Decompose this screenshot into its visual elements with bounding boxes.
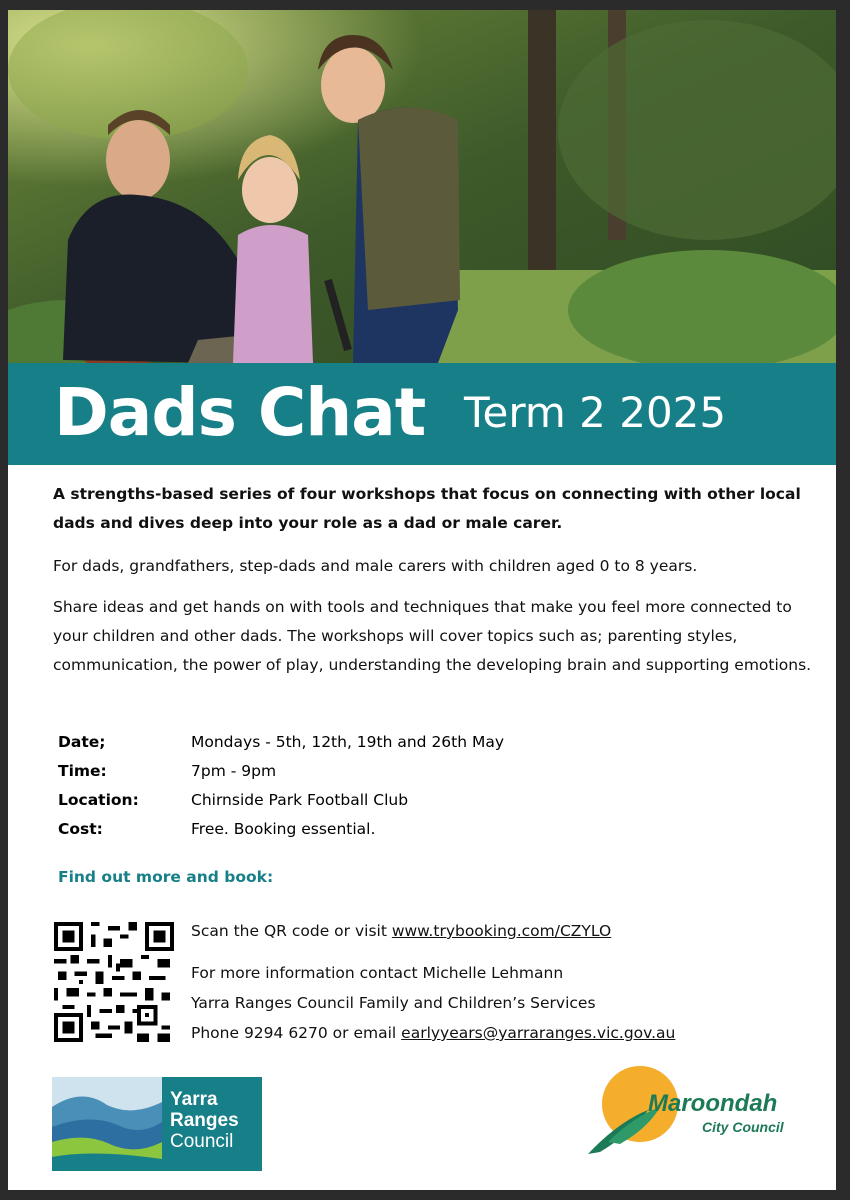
title-banner [8,363,836,465]
detail-row-location [58,786,758,815]
flyer-page [8,10,836,1190]
yarra-logo-line1: Yarra [170,1089,218,1110]
detail-value: 7pm - 9pm [191,762,277,780]
contact-person: For more information contact Michelle Lehmann [191,964,564,982]
detail-label: Cost: [58,820,103,838]
scan-line [191,916,675,946]
detail-row-time [58,757,758,786]
yarra-logo-line3: Council [170,1131,234,1152]
detail-label: Time: [58,762,107,780]
event-details [58,728,758,844]
detail-label: Date; [58,733,106,751]
yarra-logo-line2: Ranges [170,1110,239,1131]
detail-row-date [58,728,758,757]
yarra-ranges-landscape-icon [52,1077,162,1171]
phone-text: Phone 9294 6270 or email [191,1024,402,1042]
maroondah-logo-text [648,1090,784,1136]
email-link[interactable]: earlyyears@yarraranges.vic.gov.au [401,1024,676,1042]
trybooking-link[interactable]: www.trybooking.com/CZYLO [391,922,612,940]
detail-row-cost [58,815,758,844]
intro-section [53,480,823,692]
detail-value: Mondays - 5th, 12th, 19th and 26th May [191,733,505,751]
phone-email-line [191,1018,675,1048]
family-photo [8,10,836,363]
detail-value: Chirnside Park Football Club [191,791,409,809]
event-title: Dads Chat [54,374,426,451]
scan-text: Scan the QR code or visit [191,922,392,940]
description-paragraph: Share ideas and get hands on with tools and techniques that make you feel more connected to your children and other dads. The workshops will cover topics such as; parenting styles, communication, the power of play, understanding the developing brain and supporting emotions. [53,598,812,674]
contact-section [191,916,675,1048]
maroondah-name: Maroondah [648,1090,778,1117]
booking-heading: Find out more and book: [58,868,274,886]
qr-code[interactable] [54,922,174,1042]
audience-paragraph: For dads, grandfathers, step-dads and male carers with children aged 0 to 8 years. [53,557,698,575]
contact-org: Yarra Ranges Council Family and Children’s Services [191,994,596,1012]
event-term: Term 2 2025 [464,388,727,437]
detail-value: Free. Booking essential. [191,820,376,838]
maroondah-sub: City Council [702,1119,784,1135]
yarra-ranges-logo [52,1077,262,1171]
lead-paragraph: A strengths-based series of four workshops that focus on connecting with other local dads and dives deep into your role as a dad or male carer. [53,485,801,532]
detail-label: Location: [58,791,139,809]
